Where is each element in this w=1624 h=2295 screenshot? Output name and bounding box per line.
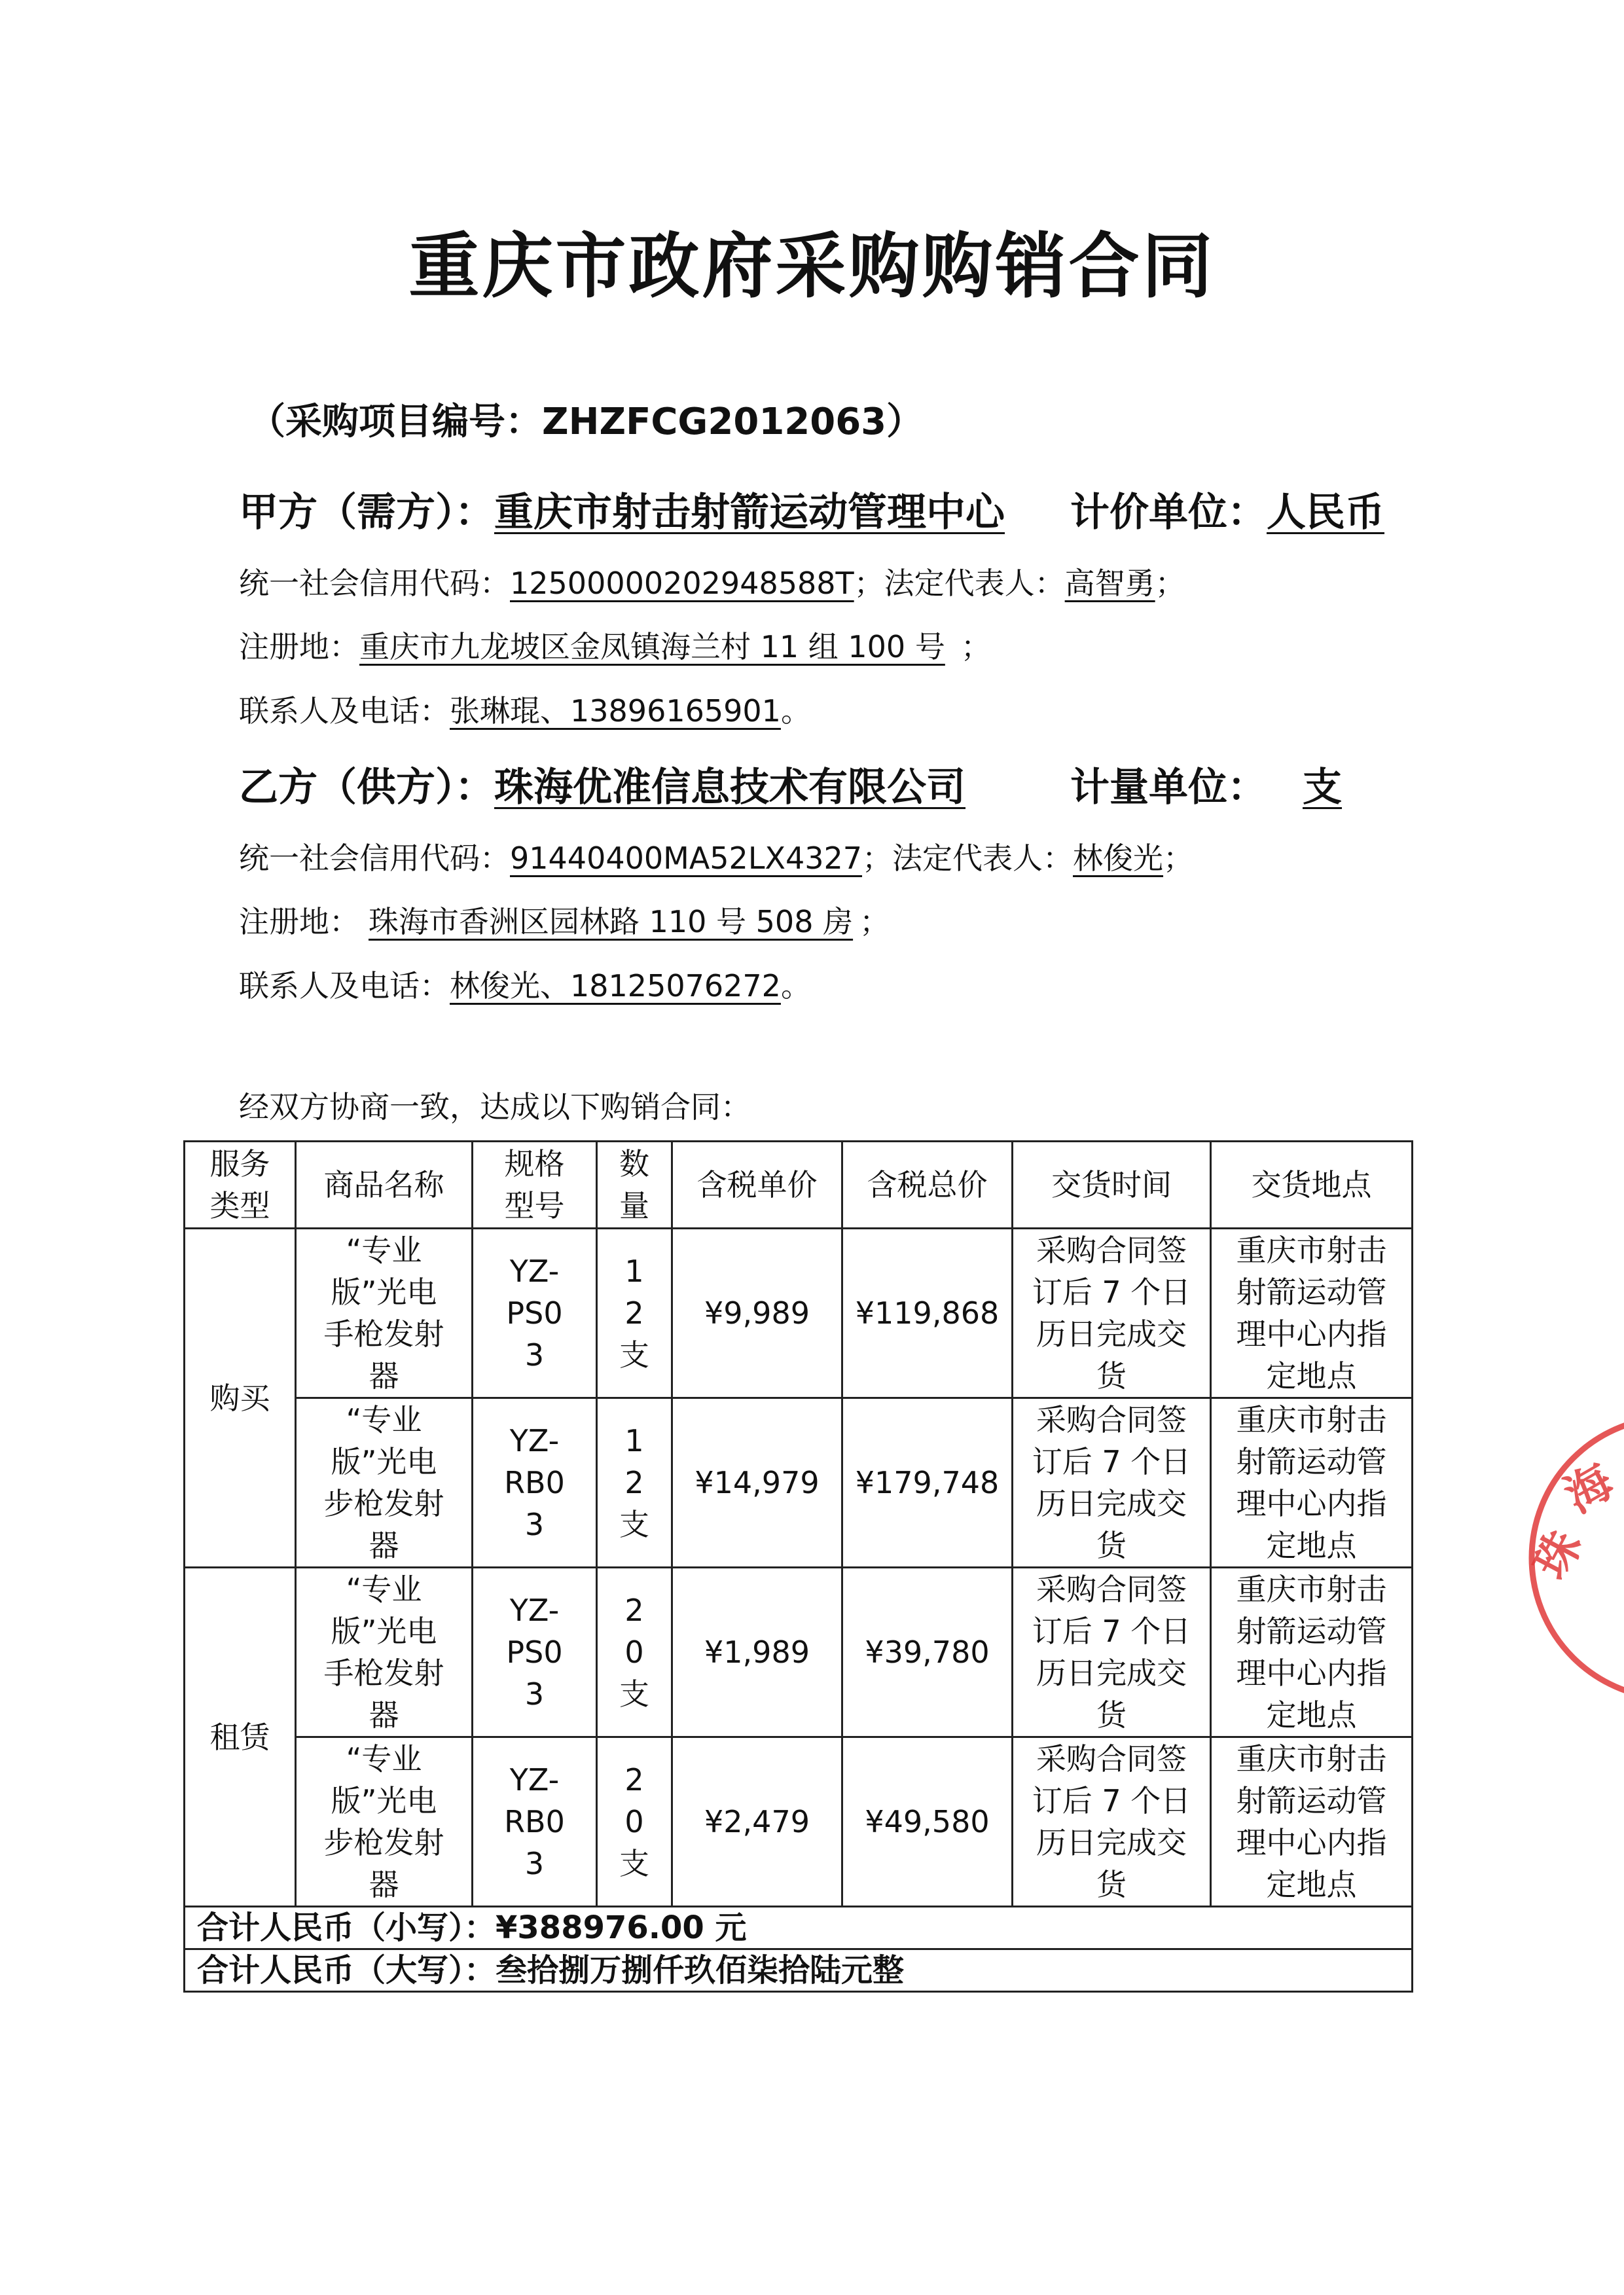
header-delivery-time: 交货时间	[1013, 1142, 1211, 1229]
party-a-role: 甲方（需方）：	[239, 490, 494, 535]
cell-delivery-time: 采购合同签订后 7 个日历日完成交货	[1013, 1229, 1211, 1398]
party-b-address-label: 注册地：	[239, 904, 359, 939]
cell-delivery-time: 采购合同签订后 7 个日历日完成交货	[1013, 1737, 1211, 1907]
project-number: （采购项目编号：ZHZFCG2012063）	[249, 401, 924, 443]
group-lease: 租赁	[185, 1568, 296, 1907]
party-a-unit-label: 计价单位：	[1070, 490, 1267, 535]
party-a-credit-label: 统一社会信用代码：	[239, 566, 510, 601]
header-delivery-place: 交货地点	[1211, 1142, 1413, 1229]
cell-unit-price: ¥9,989	[672, 1229, 842, 1398]
goods-table	[183, 1140, 1413, 1993]
cell-total-price: ¥119,868	[842, 1229, 1013, 1398]
party-b-credit-line	[239, 835, 1193, 878]
cell-model: YZ-PS03	[473, 1229, 597, 1398]
cell-quantity: 12支	[597, 1398, 672, 1568]
party-a-contact-label: 联系人及电话：	[239, 693, 450, 729]
cell-product-name: “专业版”光电步枪发射器	[296, 1398, 473, 1568]
cell-total-price: ¥49,580	[842, 1737, 1013, 1907]
table-row	[185, 1229, 1413, 1398]
company-seal	[1522, 1407, 1624, 1708]
cell-product-name: “专业版”光电手枪发射器	[296, 1229, 473, 1398]
cell-delivery-time: 采购合同签订后 7 个日历日完成交货	[1013, 1398, 1211, 1568]
party-b-legal-rep: 林俊光	[1073, 840, 1164, 876]
party-a-address: 重庆市九龙坡区金凤镇海兰村 11 组 100 号	[359, 629, 945, 664]
cell-total-price: ¥39,780	[842, 1568, 1013, 1737]
party-b-unit-label: 计量单位：	[1070, 765, 1267, 810]
header-quantity: 数量	[597, 1142, 672, 1229]
document-title: 重庆市政府采购购销合同	[408, 226, 1216, 308]
header-model: 规格型号	[473, 1142, 597, 1229]
party-a-credit-line	[239, 560, 1185, 603]
cell-delivery-time: 采购合同签订后 7 个日历日完成交货	[1013, 1568, 1211, 1737]
cell-delivery-place: 重庆市射击射箭运动管理中心内指定地点	[1211, 1568, 1413, 1737]
party-a-address-label: 注册地：	[239, 629, 359, 664]
party-b-role: 乙方（供方）：	[239, 765, 494, 810]
header-total-price: 含税总价	[842, 1142, 1013, 1229]
cell-quantity: 20支	[597, 1737, 672, 1907]
party-b-contact-label: 联系人及电话：	[239, 968, 450, 1003]
semicolon: ；	[1155, 566, 1185, 601]
header-service-type: 服务类型	[185, 1142, 296, 1229]
table-row	[185, 1737, 1413, 1907]
svg-text:珠: 珠	[1523, 1521, 1593, 1588]
semicolon: ；	[859, 904, 890, 939]
party-a-address-line	[239, 623, 991, 666]
party-b-address: 珠海市香洲区园林路 110 号 508 房	[369, 904, 854, 939]
svg-text:海: 海	[1555, 1454, 1623, 1524]
cell-model: YZ-RB03	[473, 1737, 597, 1907]
semicolon: ；	[1163, 840, 1194, 876]
period: 。	[780, 968, 811, 1003]
party-b-address-line	[239, 898, 890, 941]
header-product-name: 商品名称	[296, 1142, 473, 1229]
total-small: 合计人民币（小写）：¥388976.00 元	[185, 1907, 1413, 1949]
intro-text: 经双方协商一致，达成以下购销合同：	[239, 1089, 751, 1125]
party-b-name: 珠海优准信息技术有限公司	[494, 765, 965, 810]
total-large-row	[185, 1949, 1413, 1992]
cell-product-name: “专业版”光电手枪发射器	[296, 1568, 473, 1737]
cell-delivery-place: 重庆市射击射箭运动管理中心内指定地点	[1211, 1229, 1413, 1398]
cell-delivery-place: 重庆市射击射箭运动管理中心内指定地点	[1211, 1737, 1413, 1907]
party-a-credit-code: 12500000202948588T	[510, 566, 854, 601]
total-small-row	[185, 1907, 1413, 1949]
party-a-legal-label: ；法定代表人：	[854, 566, 1065, 601]
party-a-line	[239, 481, 1384, 537]
party-b-line	[239, 756, 1378, 812]
party-a-legal-rep: 高智勇	[1064, 566, 1155, 601]
party-b-legal-label: ；法定代表人：	[862, 840, 1074, 876]
cell-quantity: 20支	[597, 1568, 672, 1737]
cell-quantity: 12支	[597, 1229, 672, 1398]
party-b-contact: 林俊光、18125076272	[450, 968, 781, 1003]
cell-total-price: ¥179,748	[842, 1398, 1013, 1568]
cell-model: YZ-PS03	[473, 1568, 597, 1737]
party-b-contact-line	[239, 962, 811, 1005]
total-large: 合计人民币（大写）：叁拾捌万捌仟玖佰柒拾陆元整	[185, 1949, 1413, 1992]
table-row	[185, 1568, 1413, 1737]
cell-delivery-place: 重庆市射击射箭运动管理中心内指定地点	[1211, 1398, 1413, 1568]
period: 。	[780, 693, 811, 729]
cell-unit-price: ¥14,979	[672, 1398, 842, 1568]
cell-product-name: “专业版”光电步枪发射器	[296, 1737, 473, 1907]
cell-unit-price: ¥2,479	[672, 1737, 842, 1907]
cell-model: YZ-RB03	[473, 1398, 597, 1568]
party-a-name: 重庆市射击射箭运动管理中心	[494, 490, 1005, 535]
party-a-contact-line	[239, 687, 811, 731]
semicolon: ；	[960, 629, 991, 664]
party-a-unit-value: 人民币	[1267, 490, 1384, 535]
party-a-contact: 张琳琨、13896165901	[450, 693, 781, 729]
party-b-unit-value: 支	[1303, 765, 1342, 810]
header-unit-price: 含税单价	[672, 1142, 842, 1229]
table-row	[185, 1398, 1413, 1568]
group-purchase: 购买	[185, 1229, 296, 1568]
table-header-row	[185, 1142, 1413, 1229]
cell-unit-price: ¥1,989	[672, 1568, 842, 1737]
party-b-credit-code: 91440400MA52LX4327	[510, 840, 863, 876]
party-b-credit-label: 统一社会信用代码：	[239, 840, 510, 876]
